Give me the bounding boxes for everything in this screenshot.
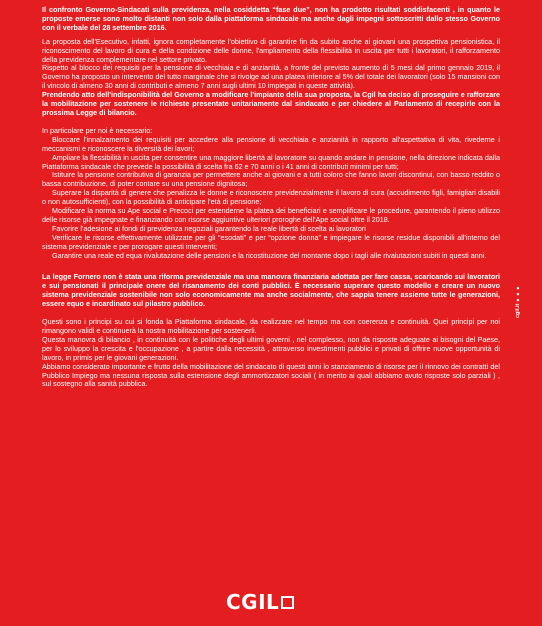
logo-wordmark: CGIL — [226, 590, 280, 614]
social-icons: ●●● — [515, 284, 521, 304]
logo-square-icon — [281, 596, 294, 609]
needs-item: Superare la disparità di genere che penalizza le donne e riconoscere previdenzialmente il lavoro di cura (accudimento figli, famigliari disabili o non autosufficienti), con la possibilità di anticipare l'età di pensione; — [42, 188, 500, 207]
needs-item: Garantire una reale ed equa rivalutazione delle pensioni e la ricostituzione del montante dopo i tagli alle rivalutazioni subiti in questi anni. — [52, 250, 487, 260]
closing-bold-statement: La legge Fornero non è stata una riforma previdenziale ma una manovra finanziaria adottata per fare cassa, scaricando sui lavoratori e sui pensionati il principale onere del risanamento dei conti pubblici. È necessario superare questo modello e creare un nuovo sistema previdenziale sostenibile non solo economicamente ma anche socialmente, che sappia tenere assieme tutte le generazioni, essere equo e incardinato sul pilastro pubblico. — [42, 272, 500, 309]
intro-bold-statement: Prendendo atto dell'indisponibilità del Governo a modificare l'impianto della sua proposta, la Cgil ha deciso di proseguire e rafforzare la mobilitazione per sostenere le richieste presentate unitariamente dal sindacato e per chiedere al Parlamento di recepirle con la prossima Legge di bilancio. — [42, 90, 500, 117]
closing-paragraph-1: Questi sono i principi su cui si fonda la Piattaforma sindacale, da realizzare nel tempo ma con coerenza e continuità. Quei principi per noi rimangono validi e continuerà la nostra mobilitazione per sostenerli. — [42, 317, 500, 335]
intro-paragraph-2: Rispetto al blocco dei requisiti per la pensione di vecchiaia e di anzianità, a fronte del previsto aumento di 5 mesi dal primo gennaio 2019, il Governo ha proposto un intervento del tutto marginale che si rivolge ad una platea inferiore al 5% del totale dei lavoratori (solo 15 mansioni con il vincolo di almeno 30 anni di contributi e almeno 7 anni sugli ultimi 10 impiegati in queste attività). — [42, 63, 500, 91]
needs-lead: In particolare per noi è necessario: — [42, 125, 153, 135]
needs-item: Favorire l'adesione ai fondi di previdenza negoziali garantendo la reale libertà di scelta ai lavoratori — [52, 223, 366, 233]
document-body — [42, 6, 500, 389]
needs-item: Modificare la norma su Ape social e Precoci per estenderne la platea dei beneficiari e semplificare le procedure, garantendo il pieno utilizzo delle risorse già impegnate e finanziando con risorse aggiuntive ulteriori proroghe dell'Ape social oltre il 2018. — [42, 206, 500, 224]
side-website-text — [512, 268, 524, 318]
needs-item: Verificare le risorse effettivamente utilizzate per gli “esodati” e per “opzione donna” e impiegare le risorse residue disponibili all'interno del sistema previdenziale e per prorogare questi interventi; — [42, 232, 500, 251]
needs-item: Istituire la pensione contributiva di garanzia per permettere anche ai giovani e a tutti coloro che fanno lavori discontinui, con basso reddito o bassa contribuzione, di poter contare su una pensione dignitosa; — [42, 170, 500, 189]
needs-item: Ampliare la flessibilità in uscita per consentire una maggiore libertà al lavoratore su quando andare in pensione, nella direzione indicata dalla Piattaforma sindacale che prevede la possibilità di scelta fra 62 e 70 anni o i 41 anni di contributi minimi per tutti; — [42, 152, 500, 171]
closing-paragraph-2: Questa manovra di bilancio , in continuità con le politiche degli ultimi governi , nel complesso, non da risposte adeguate ai bisogni del Paese, per lo sviluppo la crescita e l'occupazione , a partire dalla necessità , attraverso investimenti pubblici e privati di offrire nuove opportunità di lavoro, in primis per le giovani generazioni. — [42, 334, 500, 362]
cgil-logo — [226, 592, 294, 612]
intro-paragraph-1: La proposta dell'Esecutivo, infatti, ignora completamente l'obiettivo di garantire fin da subito anche ai giovani una prospettiva pensionistica, il riconoscimento del lavoro di cura e della condizione delle donne, l'ampliamento della flessibilità in uscita per tutti i lavoratori, il rafforzamento della previdenza complementare nel settore privato. — [42, 36, 500, 64]
intro-headline: Il confronto Governo-Sindacati sulla previdenza, nella cosiddetta “fase due”, non ha prodotto risultati soddisfacenti , in quanto le proposte emerse sono molto distanti non solo dalla piattaforma sindacale ma anche dagli impegni sottoscritti dallo stesso Governo con il verbale del 28 settembre 2016. — [42, 5, 500, 32]
side-website-label: cgil.it — [515, 303, 521, 318]
needs-item: Bloccare l'innalzamento dei requisiti per accedere alla pensione di vecchiaia e anzianità in rapporto all'aspettativa di vita, rivederne i meccanismi e riconoscere la diversità dei lavori; — [42, 134, 500, 153]
closing-paragraph-3: Abbiamo considerato importante e frutto della mobilitazione del sindacato di questi anni lo stanziamento di risorse per il rinnovo dei contratti del Pubblico Impiego ma nessuna risposta sulla estensione degli ammortizzatori sociali ( in merito ai quali abbiamo avuto risposte solo parziali ) , sul sostegno alla sanità pubblica. — [42, 361, 500, 389]
